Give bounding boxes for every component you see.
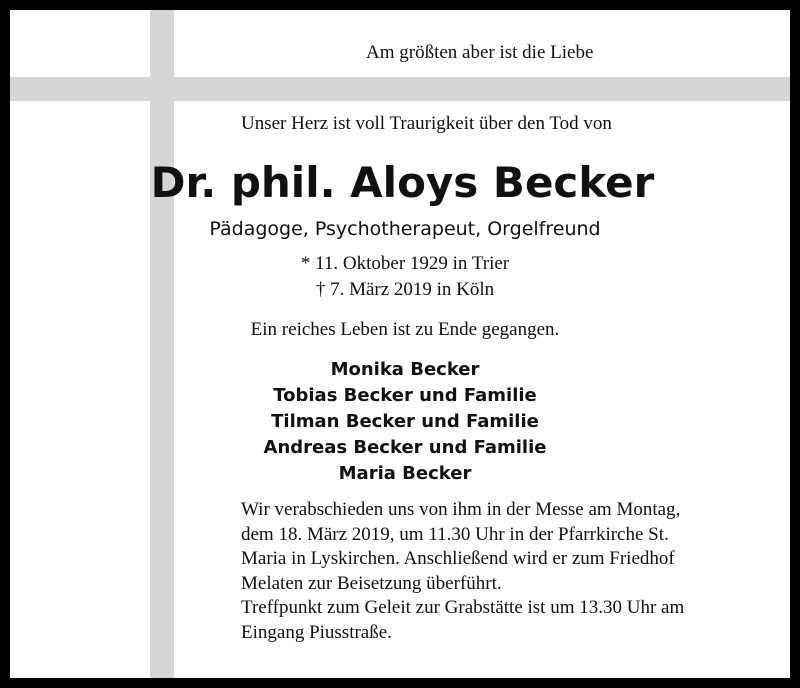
motto: Am größten aber ist die Liebe <box>366 42 594 63</box>
cross-horizontal-bar <box>10 77 790 101</box>
deceased-profession: Pädagoge, Psychotherapeut, Orgelfreund <box>209 218 601 240</box>
mourner-name: Monika Becker <box>330 359 480 380</box>
death-date: † 7. März 2019 in Köln <box>315 279 495 300</box>
notice-line: Treffpunkt zum Geleit zur Grabstätte ist um 13.30 Uhr am <box>241 597 685 618</box>
intro-text: Unser Herz ist voll Traurigkeit über den Tod von <box>241 113 612 134</box>
notice-line: Maria in Lyskirchen. Anschließend wird er zum Friedhof <box>241 548 675 569</box>
mourner-name: Tobias Becker und Familie <box>273 385 537 406</box>
mourner-name: Tilman Becker und Familie <box>271 411 539 432</box>
funeral-notice <box>241 498 781 645</box>
life-statement: Ein reiches Leben ist zu Ende gegangen. <box>250 319 560 340</box>
mourner-name: Andreas Becker und Familie <box>263 437 547 458</box>
mourners-list <box>10 357 780 487</box>
birth-date: * 11. Oktober 1929 in Trier <box>300 253 510 274</box>
notice-line: Wir verabschieden uns von ihm in der Messe am Montag, <box>241 499 681 520</box>
deceased-name: Dr. phil. Aloys Becker <box>150 158 655 207</box>
notice-line: Eingang Piusstraße. <box>241 621 392 643</box>
notice-line: dem 18. März 2019, um 11.30 Uhr in der Pfarrkirche St. <box>241 523 669 545</box>
cross-vertical-bar <box>150 10 174 678</box>
mourner-name: Maria Becker <box>338 463 472 484</box>
notice-line: Melaten zur Beisetzung überführt. <box>241 572 502 594</box>
